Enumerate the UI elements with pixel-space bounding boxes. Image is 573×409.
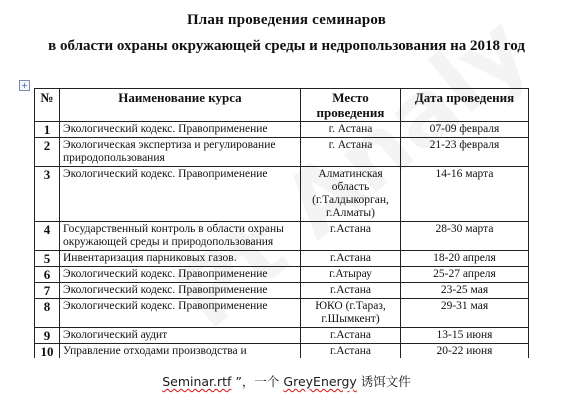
course-name: Экологический кодекс. Правоприменение (60, 299, 301, 328)
course-place: г.Астана (301, 222, 401, 251)
course-date: 14-16 марта (401, 167, 529, 222)
course-place: г.Астана (301, 328, 401, 344)
row-number: 6 (35, 267, 60, 283)
course-place: г. Астана (301, 138, 401, 167)
course-name: Инвентаризация парниковых газов. (60, 251, 301, 267)
course-date: 13-15 июня (401, 328, 529, 344)
course-place: г.Атырау (301, 267, 401, 283)
table-row (35, 222, 529, 251)
header-course: Наименование курса (60, 89, 301, 122)
row-number: 9 (35, 328, 60, 344)
table-row (35, 283, 529, 299)
header-place: Место проведения (301, 89, 401, 122)
table-row (35, 251, 529, 267)
row-number: 3 (35, 167, 60, 222)
course-date: 20-22 июня (401, 344, 529, 360)
course-date: 21-23 февраля (401, 138, 529, 167)
course-name: Экологический кодекс. Правоприменение (60, 122, 301, 138)
course-name: Экологический кодекс. Правоприменение (60, 167, 301, 222)
course-place: г.Астана (301, 251, 401, 267)
seminar-table (34, 88, 529, 360)
caption-suffix: 诱饵文件 (360, 374, 411, 389)
table-row (35, 138, 529, 167)
header-number: № (35, 89, 60, 122)
row-number: 10 (35, 344, 60, 360)
course-date: 28-30 марта (401, 222, 529, 251)
table-row (35, 122, 529, 138)
row-number: 2 (35, 138, 60, 167)
table-header-row (35, 89, 529, 122)
caption-brand: GreyEnergy (283, 374, 357, 389)
course-place: ЮКО (г.Тараз, г.Шымкент) (301, 299, 401, 328)
table-row (35, 267, 529, 283)
image-caption (0, 372, 573, 390)
course-name: Государственный контроль в области охраны окружающей среды и природопользования (60, 222, 301, 251)
course-date: 29-31 мая (401, 299, 529, 328)
caption-filename: Seminar.rtf (162, 374, 232, 389)
course-date: 23-25 мая (401, 283, 529, 299)
header-date: Дата проведения (401, 89, 529, 122)
course-place: г. Астана (301, 122, 401, 138)
row-number: 1 (35, 122, 60, 138)
row-number: 8 (35, 299, 60, 328)
row-number: 5 (35, 251, 60, 267)
caption-middle: ”，一个 (235, 374, 280, 389)
course-name: Экологическая экспертиза и регулирование природопользования (60, 138, 301, 167)
course-name: Экологический кодекс. Правоприменение (60, 283, 301, 299)
course-place: г.Астана (301, 344, 401, 360)
course-date: 07-09 февраля (401, 122, 529, 138)
table-row (35, 299, 529, 328)
course-name: Экологический аудит (60, 328, 301, 344)
table-row (35, 328, 529, 344)
course-place: г.Астана (301, 283, 401, 299)
table-row (35, 167, 529, 222)
course-date: 18-20 апреля (401, 251, 529, 267)
document-subtitle: в области охраны окружающей среды и недропользования на 2018 год (48, 38, 525, 54)
row-number: 7 (35, 283, 60, 299)
course-place: Алматинская область (г.Талдыкорган, г.Алматы) (301, 167, 401, 222)
course-name: Экологический кодекс. Правоприменение (60, 267, 301, 283)
row-number: 4 (35, 222, 60, 251)
table-anchor-icon[interactable]: + (19, 80, 30, 91)
course-name: Управление отходами производства и (60, 344, 301, 360)
document-title: План проведения семинаров (186, 12, 387, 28)
course-date: 25-27 апреля (401, 267, 529, 283)
